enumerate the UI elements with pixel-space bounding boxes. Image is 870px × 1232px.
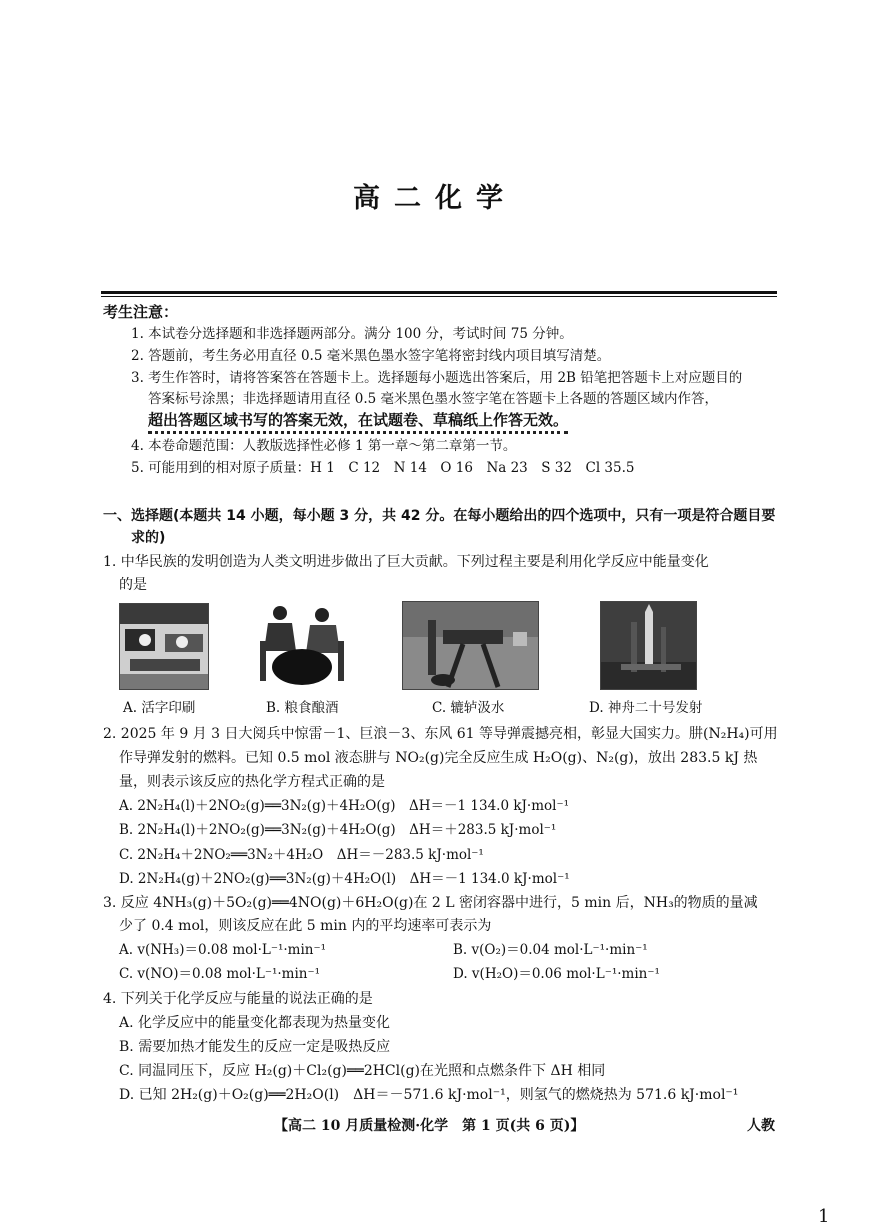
q3-stem: 3. 反应 4NH₃(g)＋5O₂(g)══4NO(g)＋6H₂O(g)在 2 L 密闭容器中进行，5 min 后，NH₃的物质的量减	[103, 895, 758, 911]
page-number: 1	[818, 1206, 830, 1227]
shenzhou-launch-image	[600, 601, 697, 690]
section-heading-cont: 求的)	[131, 530, 166, 546]
q4-option-c: C. 同温同压下，反应 H₂(g)＋Cl₂(g)══2HCl(g)在光照和点燃条件下 ΔH 相同	[119, 1063, 606, 1079]
header-rule-thin	[101, 296, 777, 297]
q2-stem: 2. 2025 年 9 月 3 日大阅兵中惊雷－1、巨浪－3、东风 61 等导弹震撼亮相，彰显大国实力。肼(N₂H₄)可用	[103, 726, 778, 742]
notice-item-3: 3. 考生作答时，请将答案答在答题卡上。选择题每小题选出答案后，用 2B 铅笔把答题卡上对应题目的	[131, 370, 743, 386]
q2-stem-cont-2: 量，则表示该反应的热化学方程式正确的是	[119, 774, 385, 790]
notice-item-2: 2. 答题前，考生务必用直径 0.5 毫米黑色墨水签字笔将密封线内项目填写清楚。	[131, 348, 611, 364]
q2-option-a: A. 2N₂H₄(l)＋2NO₂(g)══3N₂(g)＋4H₂O(g) ΔH＝－1 134.0 kJ·mol⁻¹	[119, 798, 570, 814]
q4-option-b: B. 需要加热才能发生的反应一定是吸热反应	[119, 1039, 391, 1055]
section-heading: 一、选择题(本题共 14 小题，每小题 3 分，共 42 分。在每小题给出的四个选项中，只有一项是符合题目要	[103, 508, 776, 524]
windlass-water-image	[402, 601, 539, 690]
notice-item-4: 4. 本卷命题范围：人教版选择性必修 1 第一章～第二章第一节。	[131, 438, 517, 454]
notice-emphasis: 超出答题区域书写的答案无效，在试题卷、草稿纸上作答无效。	[148, 411, 568, 434]
q4-option-a: A. 化学反应中的能量变化都表现为热量变化	[119, 1015, 391, 1031]
grain-brewing-image	[250, 601, 354, 690]
q2-option-c: C. 2N₂H₄＋2NO₂══3N₂＋4H₂O ΔH＝－283.5 kJ·mol⁻¹	[119, 847, 484, 863]
q3-stem-cont: 少了 0.4 mol，则该反应在此 5 min 内的平均速率可表示为	[119, 918, 492, 934]
notice-item-5: 5. 可能用到的相对原子质量：H 1 C 12 N 14 O 16 Na 23 S 32 Cl 35.5	[131, 460, 635, 476]
q1-stem-cont: 的是	[119, 577, 147, 593]
notice-emphasis-wrap	[148, 410, 568, 431]
q2-option-b: B. 2N₂H₄(l)＋2NO₂(g)══3N₂(g)＋4H₂O(g) ΔH＝＋283.5 kJ·mol⁻¹	[119, 822, 557, 838]
q4-option-d: D. 已知 2H₂(g)＋O₂(g)══2H₂O(l) ΔH＝－571.6 kJ·mol⁻¹，则氢气的燃烧热为 571.6 kJ·mol⁻¹	[119, 1087, 739, 1103]
movable-type-printing-image	[119, 603, 209, 690]
footer-edition: 人教	[747, 1118, 775, 1134]
notice-item-1: 1. 本试卷分选择题和非选择题两部分。满分 100 分，考试时间 75 分钟。	[131, 326, 573, 342]
q1-option-c: C. 辘轳汲水	[432, 700, 505, 716]
q2-stem-cont-1: 作导弹发射的燃料。已知 0.5 mol 液态肼与 NO₂(g)完全反应生成 H₂O(g)、N₂(g)，放出 283.5 kJ 热	[119, 750, 758, 766]
q1-stem: 1. 中华民族的发明创造为人类文明进步做出了巨大贡献。下列过程主要是利用化学反应中能量变化	[103, 554, 709, 570]
notice-item-3-cont: 答案标号涂黑；非选择题请用直径 0.5 毫米黑色墨水签字笔在答题卡上各题的答题区域内作答，	[148, 391, 719, 407]
q3-option-c: C. v(NO)＝0.08 mol·L⁻¹·min⁻¹	[119, 966, 321, 982]
q3-option-a: A. v(NH₃)＝0.08 mol·L⁻¹·min⁻¹	[119, 942, 327, 958]
q1-option-a: A. 活字印刷	[123, 700, 196, 716]
q4-stem: 4. 下列关于化学反应与能量的说法正确的是	[103, 991, 373, 1007]
page-title: 高二化学	[353, 183, 517, 214]
q1-option-b: B. 粮食酿酒	[266, 700, 339, 716]
header-rule-thick	[101, 291, 777, 294]
q3-option-d: D. v(H₂O)＝0.06 mol·L⁻¹·min⁻¹	[453, 966, 660, 982]
footer-label: 【高二 10 月质量检测·化学 第 1 页(共 6 页)】	[274, 1118, 585, 1134]
q1-option-d: D. 神舟二十号发射	[589, 700, 703, 716]
q3-option-b: B. v(O₂)＝0.04 mol·L⁻¹·min⁻¹	[453, 942, 648, 958]
notice-heading: 考生注意：	[103, 303, 179, 321]
q2-option-d: D. 2N₂H₄(g)＋2NO₂(g)══3N₂(g)＋4H₂O(l) ΔH＝－1 134.0 kJ·mol⁻¹	[119, 871, 570, 887]
